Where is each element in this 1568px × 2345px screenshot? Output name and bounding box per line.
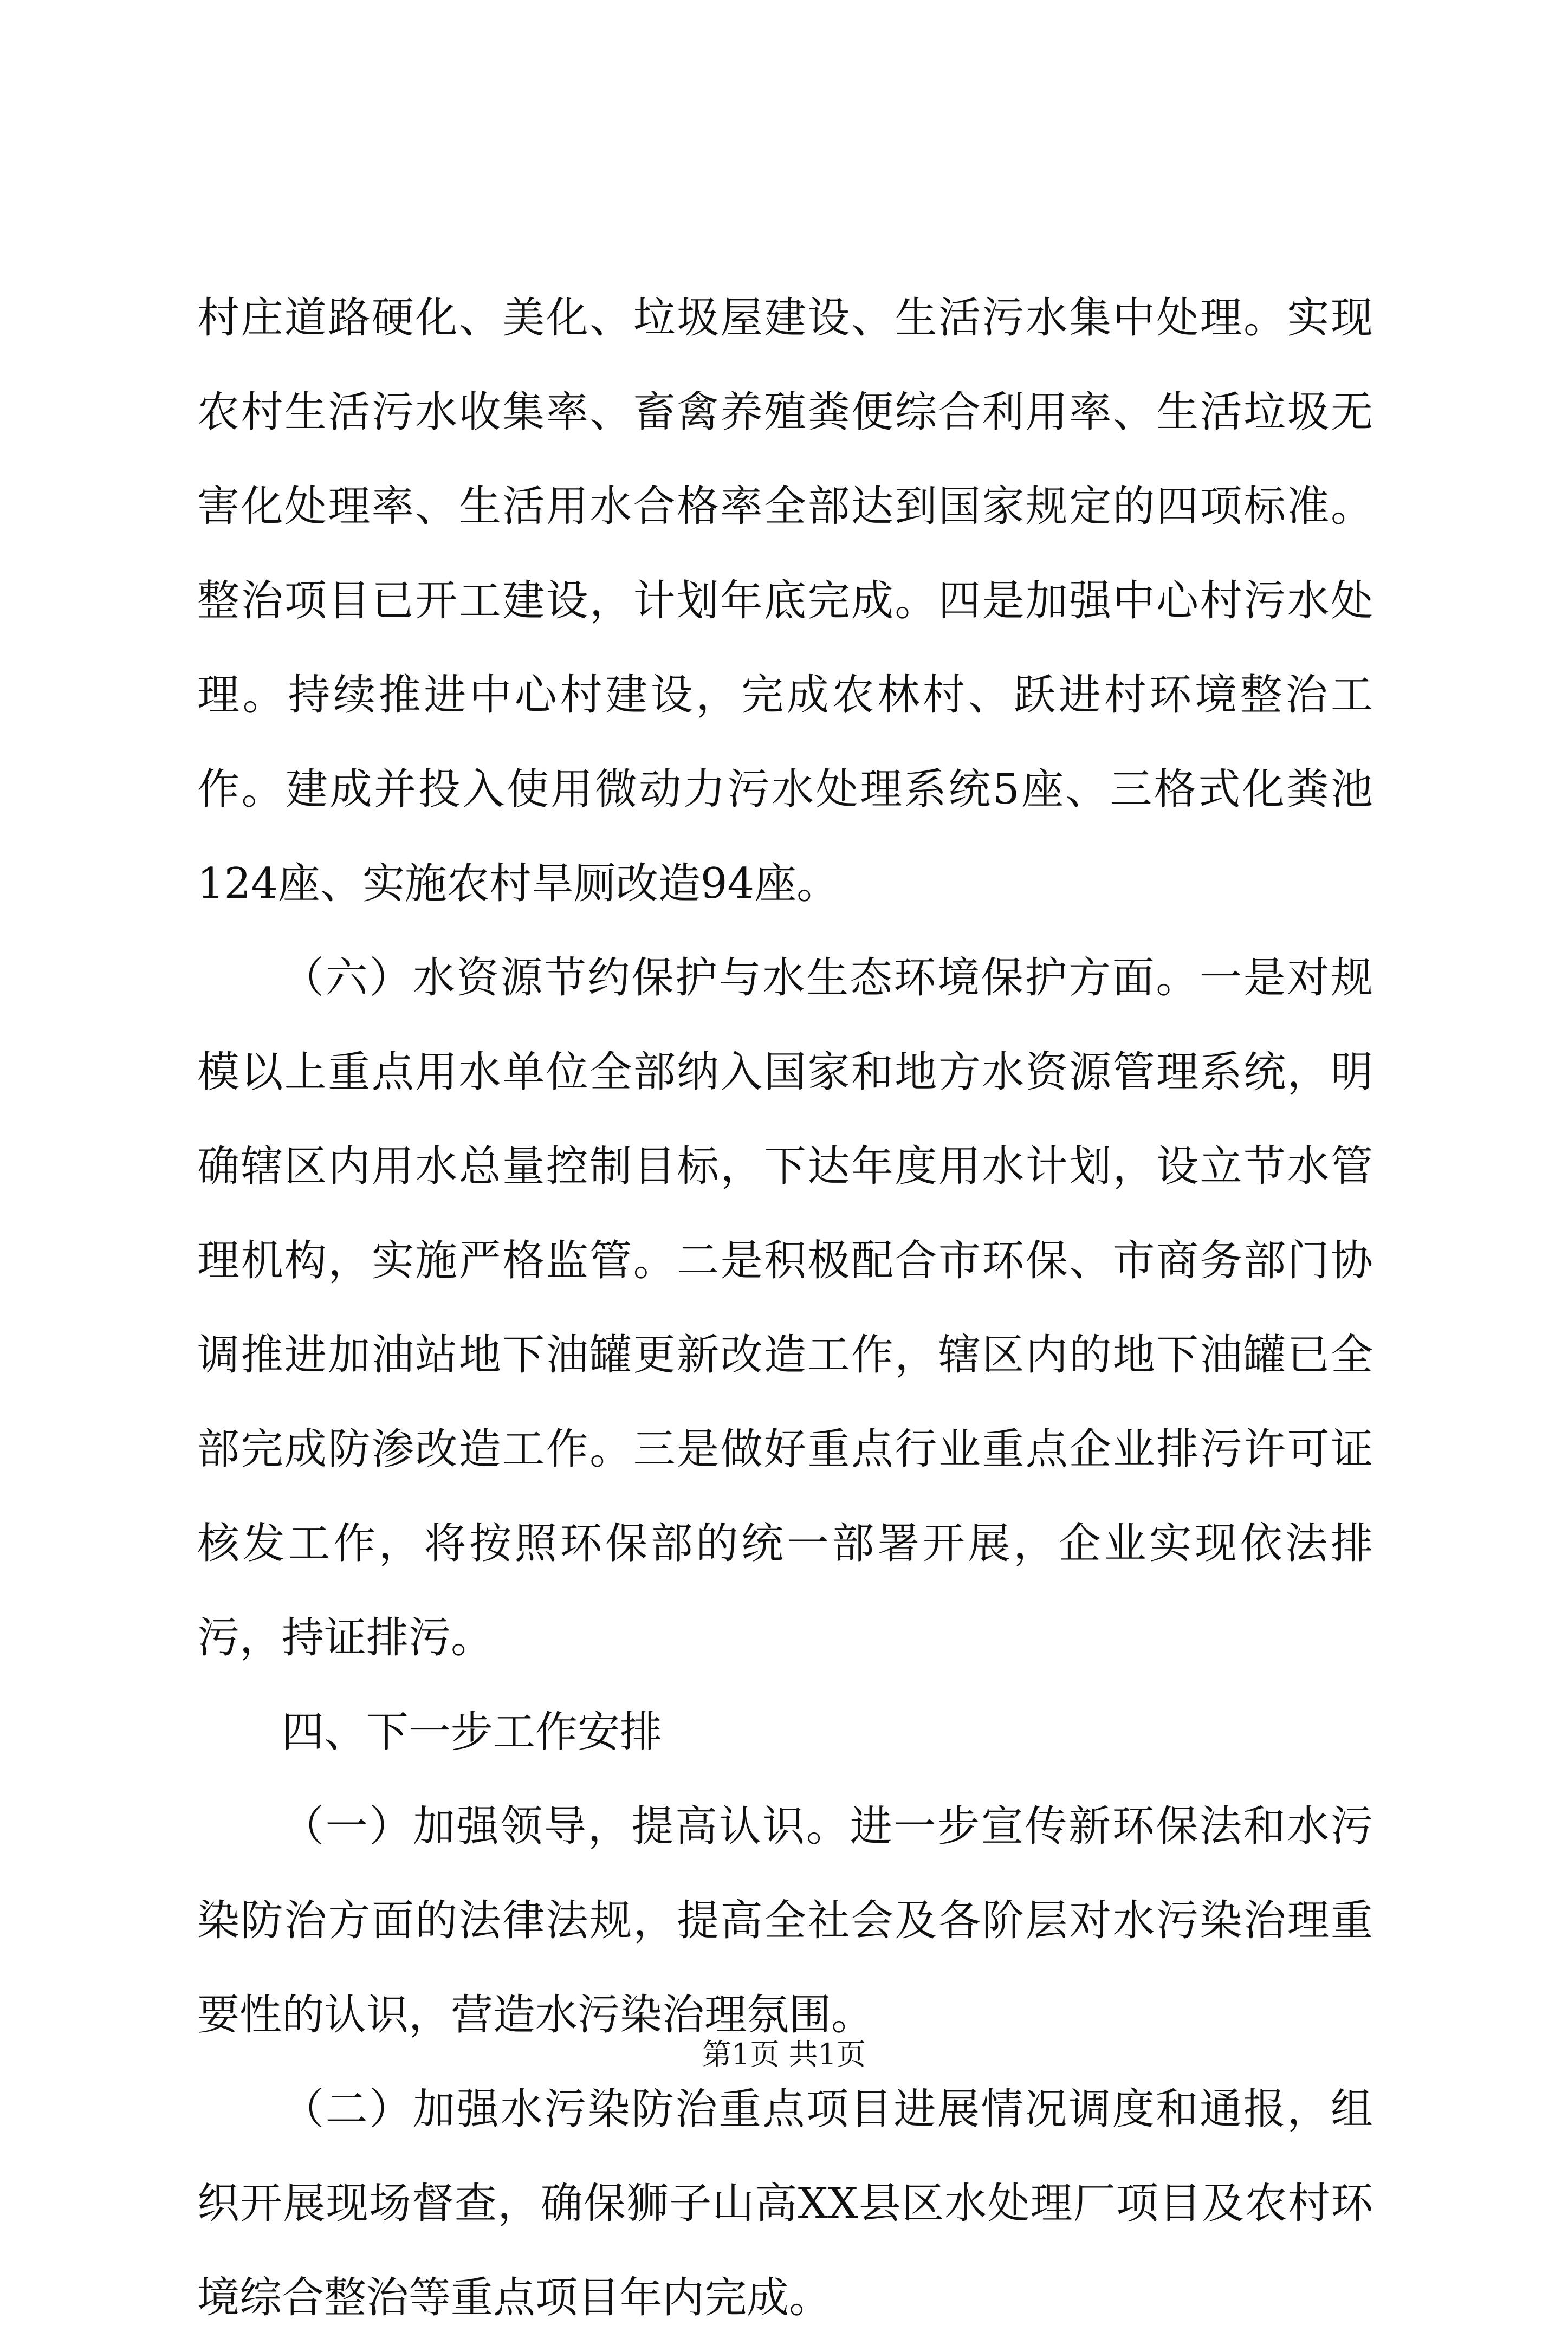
- paragraph-1: 村庄道路硬化、美化、垃圾屋建设、生活污水集中处理。实现农村生活污水收集率、畜禽养殖粪便综合利用率、生活垃圾无害化处理率、生活用水合格率全部达到国家规定的四项标准。整治项目已开工建设，计划年底完成。四是加强中心村污水处理。持续推进中心村建设，完成农林村、跃进村环境整治工作。建成并投入使用微动力污水处理系统5座、三格式化粪池124座、实施农村旱厕改造94座。: [197, 294, 1373, 908]
- page-footer: 第1页 共1页: [702, 2037, 866, 2071]
- paragraph-4: （二）加强水污染防治重点项目进展情况调度和通报，组织开展现场督查，确保狮子山高XX县区水处理厂项目及农村环境综合整治等重点项目年内完成。: [197, 2085, 1373, 2322]
- paragraph-3: （一）加强领导，提高认识。进一步宣传新环保法和水污染防治方面的法律法规，提高全社会及各阶层对水污染治理重要性的认识，营造水污染治理氛围。: [197, 1802, 1373, 2039]
- section-heading: 四、下一步工作安排: [282, 1708, 663, 1757]
- paragraph-2: （六）水资源节约保护与水生态环境保护方面。一是对规模以上重点用水单位全部纳入国家和地方水资源管理系统，明确辖区内用水总量控制目标，下达年度用水计划，设立节水管理机构，实施严格监管。二是积极配合市环保、市商务部门协调推进加油站地下油罐更新改造工作，辖区内的地下油罐已全部完成防渗改造工作。三是做好重点行业重点企业排污许可证核发工作，将按照环保部的统一部署开展，企业实现依法排污，持证排污。: [197, 954, 1373, 1662]
